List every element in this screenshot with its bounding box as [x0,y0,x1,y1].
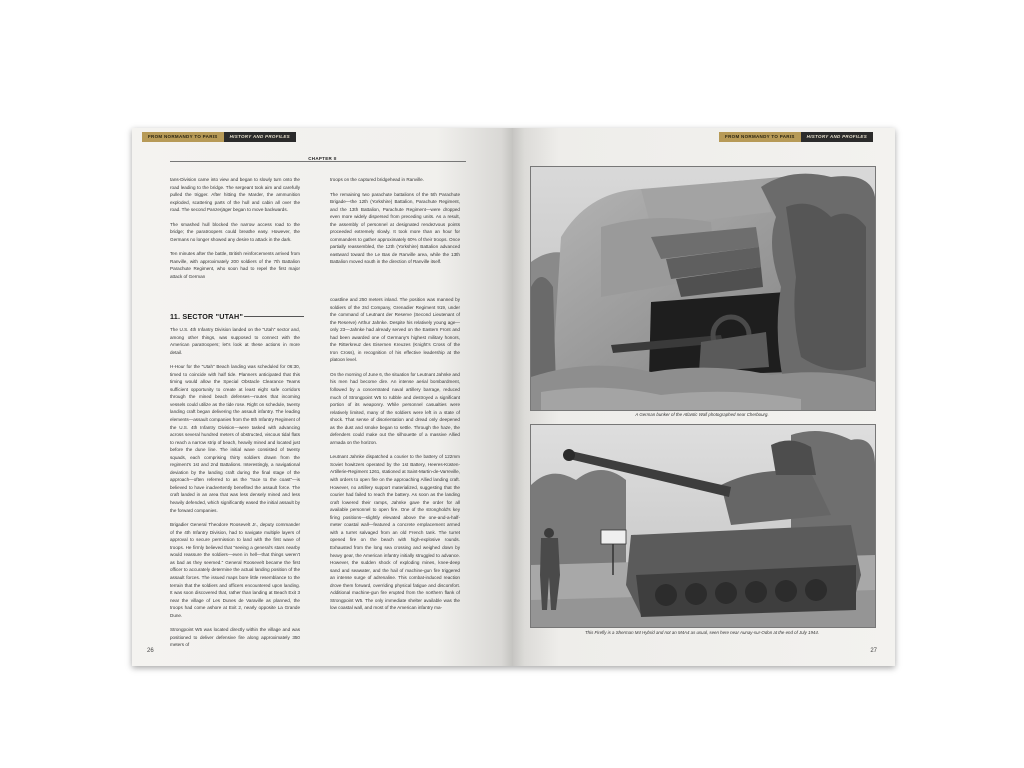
paragraph: tans-Division came into view and began to slowly turn onto the road leading to the bridge. The sergeant took aim and carefully pulled the trigger. After hitting the Marder, the ammunition exploded, scattering parts of the hull and cabin all over the road. The second Panzerjäger began to move backwards. [170,177,300,213]
book-spread [132,128,895,666]
right-column-bottom [330,296,460,612]
paragraph: troops on the captured bridgehead in Ranville. [330,177,424,182]
paragraph: coastline and 250 meters inland. The position was manned by soldiers of the 3rd Company, Grenadier Regiment 919, under the command of Leutnant der Reserve (Second Lieutenant of the Reserve) Arthur Jahnke. Despite his relatively young age—only 23—Jahnke had already served on the Eastern Front and had been awarded one of Germany's highest military honors, the Ritterkreuz des Eisernen Kreuzes (Knight's Cross of the Iron Cross), in recognition of his effective leadership at the platoon level. [330,297,460,363]
page-number-left: 26 [147,648,154,654]
tank-photo [530,424,876,628]
paragraph: On the morning of June 6, the situation for Leutnant Jahnke and his men had become dire. An intense aerial bombardment, followed by a concentrated naval artillery barrage, reduced much of Strongpoint W5 to rubble and destroyed a significant portion of its weaponry. While personnel casualties were relatively limited, many of the soldiers were left in a state of shock. That sense of disorientation and dread only deepened as the dust and smoke began to settle. Through the haze, the defenders could make out the silhouette of a massive Allied armada on the horizon. [330,371,460,445]
right-header-subtitle: HISTORY AND PROFILES [801,132,873,142]
chapter-label-text: CHAPTER II [304,156,341,161]
chapter-rule [170,161,466,162]
caption-top: A German bunker of the Atlantic Wall photographed near Cherbourg. [635,412,769,417]
paragraph: Strongpoint W5 was located directly within the village and was positioned to deliver defensive fire along approximately 350 meters of [170,627,300,648]
paragraph: The remaining two parachute battalions of the 5th Parachute Brigade—the 12th (Yorkshire) Battalion, Parachute Regiment, and the 13th Battalion, Parachute Regiment—were dropped even more widely dispersed from preceding units. As a result, the assembly of personnel at designated rendezvous points proceeded extremely slowly. It took more than an hour for commanders to gather approximately 60% of their troops. Once partially reassembled, the 12th (Yorkshire) Battalion advanced eastward toward the Le Bas de Ranville area, while the 13th Battalion moved south in the direction of Ranville itself. [330,191,460,265]
bunker-image [531,167,875,410]
right-header [719,132,873,142]
paragraph: The U.S. 4th Infantry Division landed on the "Utah" sector and, among other things, was supposed to connect with the American paratroopers; let's look at these actions in more detail. [170,327,300,355]
tank-image [531,425,875,627]
paragraph: Brigadier General Theodore Roosevelt Jr., deputy commander of the 4th Infantry Division, had to navigate multiple layers of approval to secure permission to land with the first wave of troops. He firmly believed that "seeing a general's stars nearby would reassure the soldiers—even in hell—that things weren't as bad as they seemed." General Roosevelt became the first officer to accurately determine the actual landing position of the assault forces. The issued maps bore little resemblance to the terrain that the soldiers and officers encountered upon landing. It was soon discovered that, rather than landing at Beach Exit 3 near the village of Les Dunes de Varaville as planned, the troops had come ashore at Exit 2, nearly opposite La Grande Dune. [170,522,300,618]
right-column-top [330,176,460,266]
section-title: 11. SECTOR "UTAH" [170,312,244,321]
paragraph: The smashed hull blocked the narrow access road to the bridge; the paratroopers could breathe easy. However, the Germans no longer showed any desire to attack in the dark. [170,221,300,242]
paragraph: H-Hour for the "Utah" Beach landing was scheduled for 06:30, timed to coincide with half tide. Planners anticipated that this timing would allow the Special Obstacle Clearance Teams sufficient opportunity to create at least eight safe corridors through the mined beach defenses—routes that incoming vessels could utilize as the tide rose. Right on schedule, twenty landing craft began delivering the assault infantry. The leading elements—assault companies from the 8th Infantry Regiment of the U.S. 4th Infantry Division—were tasked with advancing across several hundred meters of obstructed, viscous tidal flats to reach a narrow strip of beach, heavily mined and located just before the dune line. The initial wave consisted of twenty squads, each comprising thirty soldiers drawn from the regiment's 1st and 2nd Battalions. Interestingly, a navigational deviation by the landing craft during the final stage of the approach—often referred to as the "race to the coast"—is believed to have inadvertently benefited the assault force. The craft landed in an area that was less densely mined and less heavily defended, which significantly eased the initial assault by the forward companies. [170,364,300,513]
left-header-tag: FROM NORMANDY TO PARIS [142,132,224,142]
paragraph: Ten minutes after the battle, British reinforcements arrived from Ranville, with approximately 200 soldiers of the 7th Battalion Parachute Regiment, who soon had to repel the first major attack of German [170,251,300,280]
section-rule [244,316,304,317]
paragraph: Leutnant Jahnke dispatched a courier to the battery of 122mm Soviet howitzers operated by the 1st Battery, Heeres-Küsten-Artillerie-Regiment 1261, stationed at Saint-Martin-de-Varreville, with orders to open fire on the approaching Allied landing craft. However, no artillery support materialized, suggesting that the courier had failed to reach the battery. As soon as the landing craft lowered their ramps, Jahnke gave the order for all available personnel to open fire. One of the stronghold's key firing positions—slightly elevated above the one-and-a-half-meter coastal wall—featured a concrete emplacement armed with a turret salvaged from an old French tank. The turret opened fire on the beach with high-explosive rounds. Exhausted from the long sea crossing and weighed down by heavy gear, the American infantry initially struggled to advance. However, the sudden shock of exploding mines, knee-deep sand and seawater, and the hail of machine-gun fire triggered an intense surge of adrenaline. This combat-induced reaction drove them forward, overriding physical fatigue and discomfort. Additional machine-gun fire erupted from the northern flank of Strongpoint W5. The only immediate shelter available was the low coastal wall, and most of the American infantry ma- [330,454,460,611]
left-page [132,128,513,666]
left-header [142,132,296,142]
right-page [513,128,895,666]
chapter-label [132,156,513,161]
bunker-photo [530,166,876,411]
left-header-subtitle: HISTORY AND PROFILES [224,132,296,142]
left-column-bottom [170,326,300,649]
right-header-tag: FROM NORMANDY TO PARIS [719,132,801,142]
left-column-top [170,176,300,281]
page-number-right: 27 [870,648,877,654]
caption-bottom: This Firefly is a Sherman M4 Hybrid and not an M4A4 as usual, seen here near Aunay-sur-Odon at the end of July 1944. [584,630,820,635]
